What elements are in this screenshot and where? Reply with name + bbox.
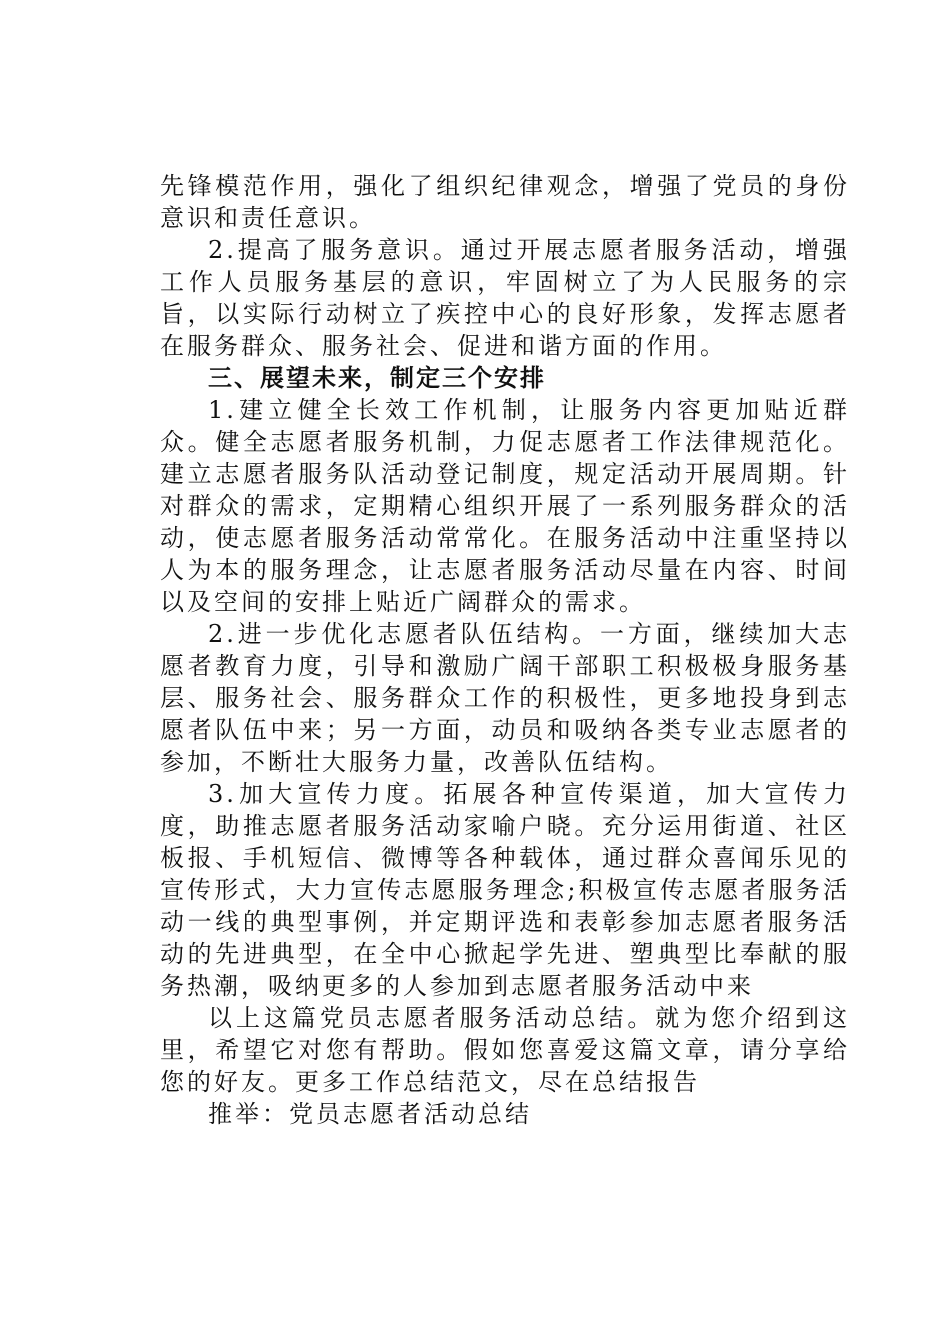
paragraph-team-structure: 2.进一步优化志愿者队伍结构。一方面，继续加大志愿者教育力度，引导和激励广阔干部职工积极极身服务基层、服务社会、服务群众工作的积极性，更多地投身到志愿者队伍中来；另一方面，动员和吸纳各类专业志愿者的参加，不断壮大服务力量，改善队伍结构。 xyxy=(160,620,850,776)
paragraph-work-mechanism: 1.建立健全长效工作机制，让服务内容更加贴近群众。健全志愿者服务机制，力促志愿者工作法律规范化。建立志愿者服务队活动登记制度，规定活动开展周期。针对群众的需求，定期精心组织开展了一系列服务群众的活动，使志愿者服务活动常常化。在服务活动中注重坚持以人为本的服务理念，让志愿者服务活动尽量在内容、时间以及空间的安排上贴近广阔群众的需求。 xyxy=(160,396,850,616)
document-body xyxy=(160,170,850,1130)
paragraph-service-awareness: 2.提高了服务意识。通过开展志愿者服务活动，增强工作人员服务基层的意识，牢固树立了为人民服务的宗旨，以实际行动树立了疾控中心的良好形象，发挥志愿者在服务群众、服务社会、促进和谐方面的作用。 xyxy=(160,236,850,360)
paragraph-closing: 以上这篇党员志愿者服务活动总结。就为您介绍到这里，希望它对您有帮助。假如您喜爱这篇文章，请分享给您的好友。更多工作总结范文，尽在总结报告 xyxy=(160,1004,850,1096)
section-heading-outlook: 三、展望未来，制定三个安排 xyxy=(208,364,546,392)
paragraph-recommendation: 推举：党员志愿者活动总结 xyxy=(208,1100,532,1128)
paragraph-publicity: 3.加大宣传力度。拓展各种宣传渠道，加大宣传力度，助推志愿者服务活动家喻户晓。充分运用街道、社区板报、手机短信、微博等各种载体，通过群众喜闻乐见的宣传形式，大力宣传志愿服务理念;积极宣传志愿者服务活动一线的典型事例，并定期评选和表彰参加志愿者服务活动的先进典型，在全中心掀起学先进、塑典型比奉献的服务热潮，吸纳更多的人参加到志愿者服务活动中来 xyxy=(160,780,850,1000)
paragraph-continuation: 先锋模范作用，强化了组织纪律观念，增强了党员的身份意识和责任意识。 xyxy=(160,172,850,232)
